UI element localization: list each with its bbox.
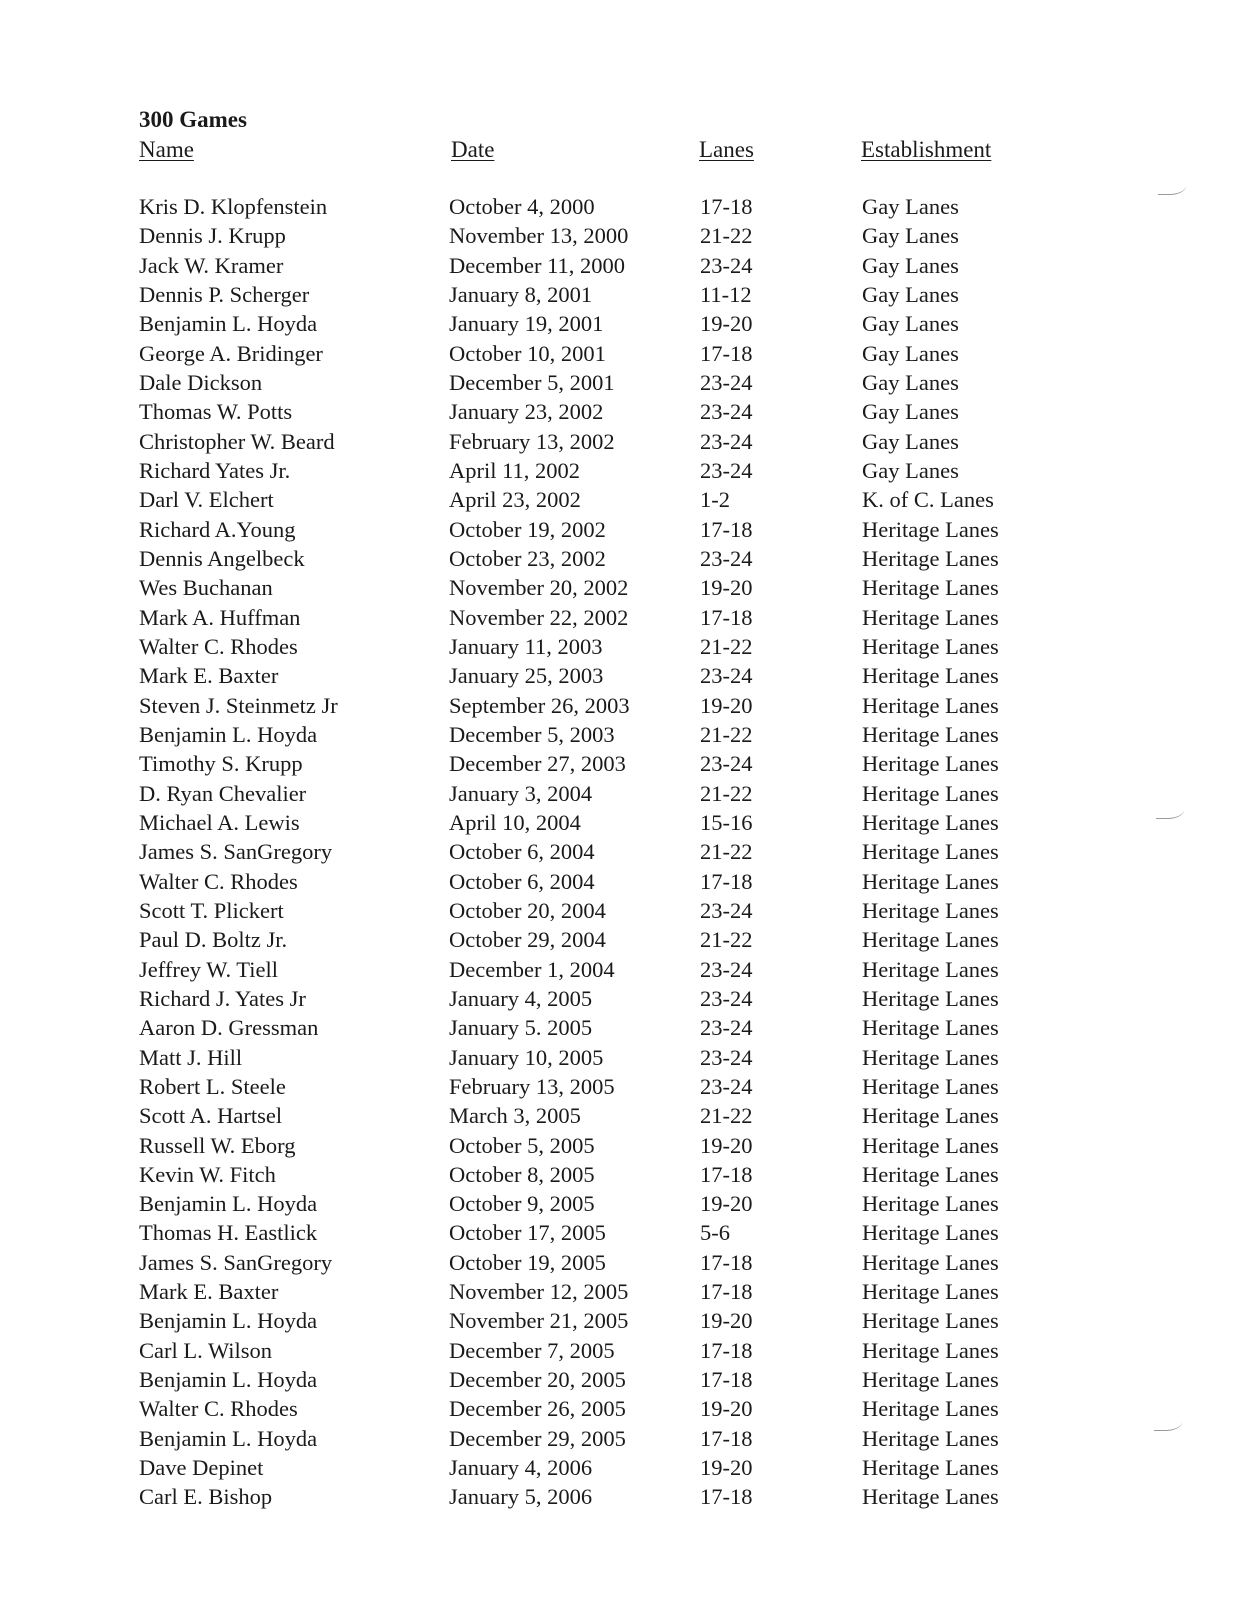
cell-lanes: 19-20 [700, 1132, 753, 1158]
cell-lanes: 23-24 [700, 457, 753, 483]
cell-lanes: 23-24 [700, 1015, 753, 1041]
cell-name: Wes Buchanan [139, 575, 273, 601]
table-row [0, 1132, 1245, 1161]
table-row [0, 1278, 1245, 1307]
table-row [0, 1307, 1245, 1336]
cell-establishment: Heritage Lanes [862, 545, 999, 571]
table-row [0, 486, 1245, 515]
table-row [0, 604, 1245, 633]
table-row [0, 1249, 1245, 1278]
cell-name: Dave Depinet [139, 1455, 264, 1481]
cell-lanes: 17-18 [700, 516, 753, 542]
cell-date: December 7, 2005 [449, 1337, 615, 1363]
cell-establishment: Heritage Lanes [862, 1308, 999, 1334]
cell-lanes: 23-24 [700, 1044, 753, 1070]
cell-date: December 1, 2004 [449, 956, 615, 982]
cell-date: December 29, 2005 [449, 1425, 626, 1451]
cell-establishment: Heritage Lanes [862, 516, 999, 542]
cell-name: Dennis P. Scherger [139, 281, 310, 307]
cell-lanes: 23-24 [700, 663, 753, 689]
cell-date: November 13, 2000 [449, 223, 629, 249]
cell-lanes: 17-18 [700, 1425, 753, 1451]
table-row [0, 1337, 1245, 1366]
cell-establishment: Gay Lanes [862, 340, 959, 366]
cell-name: Walter C. Rhodes [139, 1396, 298, 1422]
cell-date: March 3, 2005 [449, 1103, 581, 1129]
cell-establishment: Heritage Lanes [862, 1132, 999, 1158]
cell-establishment: Heritage Lanes [862, 897, 999, 923]
cell-date: December 27, 2003 [449, 751, 626, 777]
cell-date: October 19, 2002 [449, 516, 606, 542]
cell-lanes: 17-18 [700, 1484, 753, 1510]
cell-lanes: 23-24 [700, 428, 753, 454]
cell-lanes: 17-18 [700, 1367, 753, 1393]
cell-name: Benjamin L. Hoyda [139, 1367, 318, 1393]
cell-lanes: 11-12 [700, 281, 752, 307]
cell-date: April 23, 2002 [449, 487, 581, 513]
cell-name: Richard J. Yates Jr [139, 985, 306, 1011]
cell-date: January 23, 2002 [449, 399, 604, 425]
cell-lanes: 23-24 [700, 751, 753, 777]
cell-lanes: 23-24 [700, 369, 753, 395]
cell-name: Benjamin L. Hoyda [139, 1191, 318, 1217]
cell-establishment: Gay Lanes [862, 399, 959, 425]
cell-name: Jack W. Kramer [139, 252, 284, 278]
table-row [0, 369, 1245, 398]
table-row [0, 516, 1245, 545]
table-row [0, 662, 1245, 691]
cell-establishment: Heritage Lanes [862, 868, 999, 894]
cell-name: Paul D. Boltz Jr. [139, 927, 288, 953]
table-row [0, 1102, 1245, 1131]
table-row [0, 897, 1245, 926]
cell-name: Scott T. Plickert [139, 897, 284, 923]
table-row [0, 1219, 1245, 1248]
cell-lanes: 19-20 [700, 575, 753, 601]
header-name: Name [139, 137, 194, 162]
cell-name: Russell W. Eborg [139, 1132, 296, 1158]
table-row [0, 721, 1245, 750]
table-row [0, 1483, 1245, 1512]
table-row [0, 1454, 1245, 1483]
cell-lanes: 19-20 [700, 311, 753, 337]
cell-date: February 13, 2005 [449, 1073, 615, 1099]
table-row [0, 193, 1245, 222]
table-body [0, 193, 1245, 1513]
cell-date: November 12, 2005 [449, 1279, 629, 1305]
cell-establishment: Gay Lanes [862, 194, 959, 219]
cell-establishment: Heritage Lanes [862, 1015, 999, 1041]
table-row [0, 1190, 1245, 1219]
cell-lanes: 23-24 [700, 956, 753, 982]
cell-name: Robert L. Steele [139, 1073, 286, 1099]
cell-name: Christopher W. Beard [139, 428, 335, 454]
cell-lanes: 21-22 [700, 633, 753, 659]
cell-date: October 29, 2004 [449, 927, 606, 953]
cell-establishment: Heritage Lanes [862, 1220, 999, 1246]
cell-lanes: 17-18 [700, 1249, 753, 1275]
cell-name: Dennis Angelbeck [139, 545, 305, 571]
table-row [0, 428, 1245, 457]
cell-establishment: Heritage Lanes [862, 751, 999, 777]
cell-date: November 20, 2002 [449, 575, 629, 601]
table-row [0, 1044, 1245, 1073]
cell-lanes: 17-18 [700, 868, 753, 894]
table-row [0, 252, 1245, 281]
cell-establishment: Heritage Lanes [862, 1396, 999, 1422]
cell-lanes: 17-18 [700, 1161, 753, 1187]
cell-date: October 5, 2005 [449, 1132, 595, 1158]
cell-lanes: 21-22 [700, 780, 753, 806]
table-row [0, 750, 1245, 779]
cell-name: Mark E. Baxter [139, 663, 279, 689]
cell-date: January 10, 2005 [449, 1044, 604, 1070]
cell-lanes: 5-6 [700, 1220, 730, 1246]
cell-lanes: 19-20 [700, 1308, 753, 1334]
cell-name: D. Ryan Chevalier [139, 780, 307, 806]
cell-name: Timothy S. Krupp [139, 751, 303, 777]
cell-establishment: Heritage Lanes [862, 721, 999, 747]
table-row [0, 222, 1245, 251]
cell-establishment: Heritage Lanes [862, 1191, 999, 1217]
table-row [0, 545, 1245, 574]
cell-establishment: Heritage Lanes [862, 985, 999, 1011]
cell-name: Richard A.Young [139, 516, 296, 542]
cell-lanes: 17-18 [700, 194, 753, 219]
header-establishment: Establishment [861, 137, 992, 162]
cell-name: James S. SanGregory [139, 839, 333, 865]
cell-lanes: 17-18 [700, 1279, 753, 1305]
cell-date: December 26, 2005 [449, 1396, 626, 1422]
cell-establishment: Gay Lanes [862, 428, 959, 454]
table-row [0, 574, 1245, 603]
cell-date: October 20, 2004 [449, 897, 606, 923]
cell-establishment: Heritage Lanes [862, 1367, 999, 1393]
cell-establishment: Heritage Lanes [862, 663, 999, 689]
cell-date: October 9, 2005 [449, 1191, 595, 1217]
cell-name: Matt J. Hill [139, 1044, 243, 1070]
cell-lanes: 19-20 [700, 1396, 753, 1422]
table-row [0, 985, 1245, 1014]
cell-date: February 13, 2002 [449, 428, 615, 454]
cell-name: Kevin W. Fitch [139, 1161, 276, 1187]
cell-lanes: 23-24 [700, 399, 753, 425]
table-row [0, 340, 1245, 369]
cell-establishment: Heritage Lanes [862, 780, 999, 806]
cell-lanes: 15-16 [700, 809, 753, 835]
cell-date: October 6, 2004 [449, 839, 595, 865]
cell-name: Thomas H. Eastlick [139, 1220, 318, 1246]
cell-establishment: Heritage Lanes [862, 809, 999, 835]
cell-lanes: 19-20 [700, 1191, 753, 1217]
cell-date: November 22, 2002 [449, 604, 629, 630]
table-row [0, 809, 1245, 838]
cell-establishment: Gay Lanes [862, 369, 959, 395]
document-title: 300 Games [139, 107, 247, 132]
cell-lanes: 21-22 [700, 721, 753, 747]
cell-establishment: Heritage Lanes [862, 1455, 999, 1481]
cell-establishment: Heritage Lanes [862, 1337, 999, 1363]
cell-establishment: Gay Lanes [862, 311, 959, 337]
cell-date: April 11, 2002 [449, 457, 581, 483]
cell-lanes: 21-22 [700, 1103, 753, 1129]
table-row [0, 838, 1245, 867]
cell-name: Walter C. Rhodes [139, 633, 298, 659]
cell-date: April 10, 2004 [449, 809, 581, 835]
cell-date: October 8, 2005 [449, 1161, 595, 1187]
table-row [0, 310, 1245, 339]
cell-name: George A. Bridinger [139, 340, 323, 366]
table-row [0, 780, 1245, 809]
cell-date: January 25, 2003 [449, 663, 604, 689]
cell-date: January 5. 2005 [449, 1015, 593, 1041]
cell-date: December 20, 2005 [449, 1367, 626, 1393]
table-row [0, 1395, 1245, 1424]
cell-date: October 6, 2004 [449, 868, 595, 894]
cell-name: Mark A. Huffman [139, 604, 301, 630]
cell-date: October 10, 2001 [449, 340, 606, 366]
cell-establishment: Heritage Lanes [862, 927, 999, 953]
cell-date: January 5, 2006 [449, 1484, 593, 1510]
table-header [0, 136, 1245, 166]
cell-date: December 5, 2001 [449, 369, 615, 395]
table-row [0, 1073, 1245, 1102]
cell-name: Jeffrey W. Tiell [139, 956, 278, 982]
cell-lanes: 19-20 [700, 1455, 753, 1481]
cell-name: Benjamin L. Hoyda [139, 1308, 318, 1334]
table-row [0, 868, 1245, 897]
cell-establishment: Heritage Lanes [862, 575, 999, 601]
cell-establishment: Gay Lanes [862, 281, 959, 307]
cell-establishment: Gay Lanes [862, 252, 959, 278]
cell-date: January 3, 2004 [449, 780, 593, 806]
cell-date: December 11, 2000 [449, 252, 625, 278]
cell-lanes: 21-22 [700, 223, 753, 249]
cell-name: Darl V. Elchert [139, 487, 274, 513]
cell-date: January 11, 2003 [449, 633, 603, 659]
cell-lanes: 1-2 [700, 487, 730, 513]
table-row [0, 457, 1245, 486]
header-lanes: Lanes [699, 137, 754, 162]
cell-name: James S. SanGregory [139, 1249, 333, 1275]
table-row [0, 281, 1245, 310]
cell-establishment: Heritage Lanes [862, 1279, 999, 1305]
cell-lanes: 21-22 [700, 839, 753, 865]
cell-date: September 26, 2003 [449, 692, 630, 718]
table-row [0, 1161, 1245, 1190]
table-row [0, 398, 1245, 427]
cell-date: January 4, 2005 [449, 985, 593, 1011]
cell-date: January 4, 2006 [449, 1455, 593, 1481]
cell-name: Aaron D. Gressman [139, 1015, 319, 1041]
cell-establishment: Heritage Lanes [862, 604, 999, 630]
cell-name: Carl L. Wilson [139, 1337, 273, 1363]
cell-name: Thomas W. Potts [139, 399, 293, 425]
cell-date: January 8, 2001 [449, 281, 593, 307]
header-date: Date [451, 137, 495, 162]
cell-name: Mark E. Baxter [139, 1279, 279, 1305]
table-row [0, 1366, 1245, 1395]
cell-date: December 5, 2003 [449, 721, 615, 747]
table-row [0, 1014, 1245, 1043]
cell-name: Michael A. Lewis [139, 809, 300, 835]
cell-establishment: Heritage Lanes [862, 633, 999, 659]
cell-establishment: Heritage Lanes [862, 1161, 999, 1187]
cell-name: Benjamin L. Hoyda [139, 311, 318, 337]
cell-establishment: Gay Lanes [862, 457, 959, 483]
cell-name: Scott A. Hartsel [139, 1103, 283, 1129]
cell-establishment: Heritage Lanes [862, 1044, 999, 1070]
cell-date: October 23, 2002 [449, 545, 606, 571]
cell-lanes: 19-20 [700, 692, 753, 718]
table-row [0, 633, 1245, 662]
cell-name: Benjamin L. Hoyda [139, 1425, 318, 1451]
cell-establishment: Heritage Lanes [862, 692, 999, 718]
cell-establishment: Heritage Lanes [862, 1103, 999, 1129]
cell-lanes: 21-22 [700, 927, 753, 953]
cell-name: Dale Dickson [139, 369, 263, 395]
cell-establishment: Heritage Lanes [862, 1249, 999, 1275]
cell-name: Richard Yates Jr. [139, 457, 291, 483]
cell-name: Steven J. Steinmetz Jr [139, 692, 338, 718]
cell-name: Carl E. Bishop [139, 1484, 273, 1510]
cell-name: Walter C. Rhodes [139, 868, 298, 894]
table-row [0, 692, 1245, 721]
cell-name: Dennis J. Krupp [139, 223, 286, 249]
cell-establishment: Heritage Lanes [862, 839, 999, 865]
cell-name: Kris D. Klopfenstein [139, 194, 328, 219]
cell-lanes: 23-24 [700, 897, 753, 923]
cell-date: January 19, 2001 [449, 311, 604, 337]
cell-lanes: 23-24 [700, 1073, 753, 1099]
cell-lanes: 23-24 [700, 985, 753, 1011]
cell-establishment: Gay Lanes [862, 223, 959, 249]
table-row [0, 1425, 1245, 1454]
cell-establishment: Heritage Lanes [862, 1073, 999, 1099]
cell-lanes: 17-18 [700, 340, 753, 366]
cell-name: Benjamin L. Hoyda [139, 721, 318, 747]
cell-establishment: K. of C. Lanes [862, 487, 994, 513]
cell-date: October 19, 2005 [449, 1249, 606, 1275]
cell-date: October 4, 2000 [449, 194, 595, 219]
cell-establishment: Heritage Lanes [862, 1425, 999, 1451]
cell-date: October 17, 2005 [449, 1220, 606, 1246]
table-row [0, 926, 1245, 955]
cell-lanes: 17-18 [700, 1337, 753, 1363]
cell-date: November 21, 2005 [449, 1308, 629, 1334]
cell-lanes: 17-18 [700, 604, 753, 630]
cell-lanes: 23-24 [700, 252, 753, 278]
cell-lanes: 23-24 [700, 545, 753, 571]
cell-establishment: Heritage Lanes [862, 1484, 999, 1510]
table-row [0, 956, 1245, 985]
cell-establishment: Heritage Lanes [862, 956, 999, 982]
